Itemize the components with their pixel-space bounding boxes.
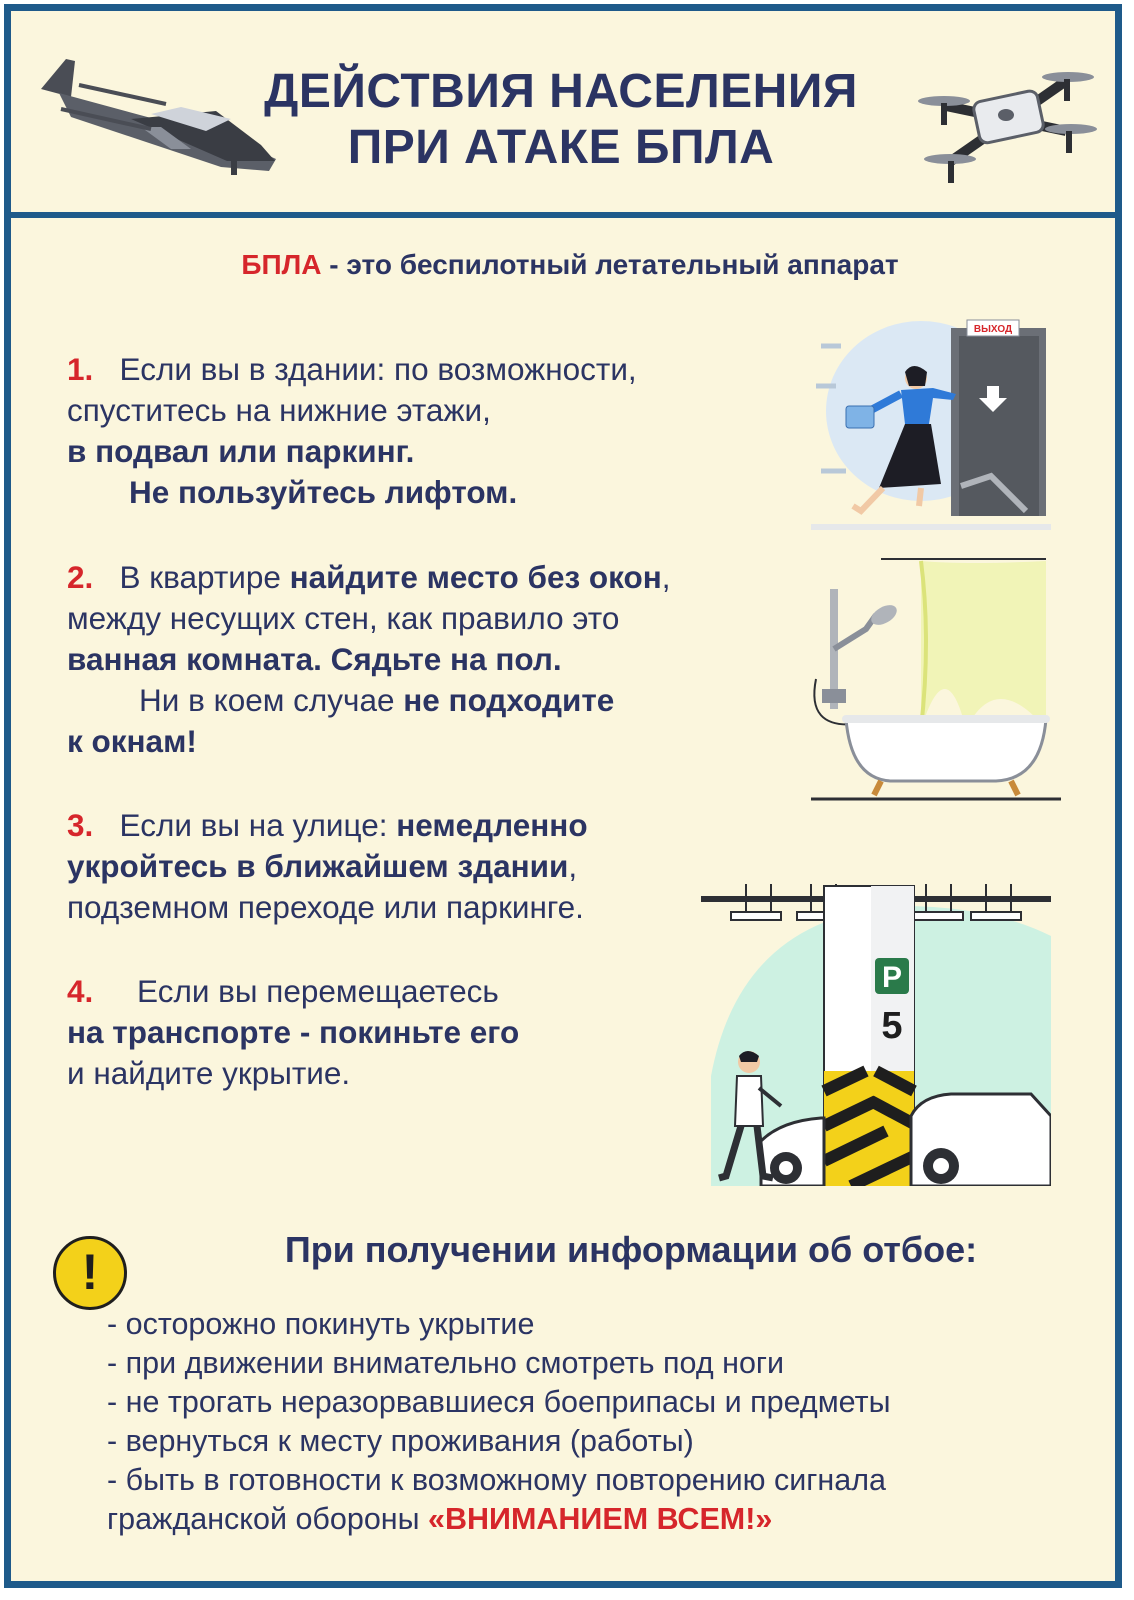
- item-4-line-2: на транспорте - покиньте его: [67, 1014, 520, 1050]
- item-2-line-4b: не подходите: [403, 682, 615, 718]
- alert-signal-text: «ВНИМАНИЕМ ВСЕМ!»: [428, 1502, 773, 1536]
- item-1: [67, 349, 637, 513]
- item-2-line-1c: ,: [661, 559, 671, 595]
- list-item: - при движении внимательно смотреть под ноги: [107, 1346, 785, 1380]
- poster: [4, 4, 1122, 1588]
- item-2-line-1a: В квартире: [119, 559, 290, 595]
- item-3-line-3: подземном переходе или паркинге.: [67, 889, 584, 925]
- item-1-line-4: Не пользуйтесь лифтом.: [129, 474, 518, 510]
- item-1-number: 1.: [67, 351, 94, 387]
- item-3: [67, 805, 588, 928]
- item-3-line-2b: ,: [568, 848, 578, 884]
- definition-text: - это беспилотный летательный аппарат: [321, 249, 899, 280]
- item-4-line-1: Если вы перемещаетесь: [137, 973, 499, 1009]
- item-3-number: 3.: [67, 807, 94, 843]
- item-3-line-1b: немедленно: [396, 807, 588, 843]
- item-2-line-4a: Ни в коем случае: [139, 682, 404, 718]
- bathroom-illustration: [796, 549, 1081, 804]
- item-1-line-3: в подвал или паркинг.: [67, 433, 415, 469]
- item-1-line-1: Если вы в здании: по возможности,: [119, 351, 637, 387]
- exit-door-illustration: [801, 306, 1061, 536]
- exclamation-icon: !: [53, 1236, 127, 1310]
- parking-level: 5: [881, 1005, 903, 1047]
- list-item-last-text: гражданской обороны: [107, 1502, 429, 1536]
- item-4-number: 4.: [67, 973, 94, 1009]
- item-3-line-1a: Если вы на улице:: [119, 807, 397, 843]
- item-2-line-2: между несущих стен, как правило это: [67, 600, 620, 636]
- title-line-2: ПРИ АТАКЕ БПЛА: [347, 121, 775, 174]
- otboi-title: При получении информации об отбое:: [284, 1229, 978, 1270]
- parking-illustration: [701, 866, 1051, 1186]
- item-2-line-3: ванная комната. Сядьте на пол.: [67, 641, 562, 677]
- list-item: - быть в готовности к возможному повторению сигнала: [107, 1463, 886, 1497]
- exit-sign-text: ВЫХОД: [973, 324, 1013, 335]
- item-2-line-5: к окнам!: [67, 723, 197, 759]
- list-item: - не трогать неразорвавшиеся боеприпасы и предметы: [107, 1385, 891, 1419]
- definition-term: БПЛА: [241, 249, 322, 280]
- item-2-number: 2.: [67, 559, 94, 595]
- drone-icon: [906, 51, 1106, 191]
- item-2-line-1b: найдите место без окон: [289, 559, 662, 595]
- parking-letter: P: [881, 961, 903, 994]
- item-3-line-2a: укройтесь в ближайшем здании: [67, 848, 569, 884]
- item-4: [67, 971, 519, 1094]
- title-line-1: ДЕЙСТВИЯ НАСЕЛЕНИЯ: [264, 65, 858, 118]
- list-item: - осторожно покинуть укрытие: [107, 1307, 535, 1341]
- definition: [11, 249, 1122, 281]
- otboi-list: [107, 1305, 1097, 1539]
- header: [11, 11, 1115, 218]
- item-1-line-2: спуститесь на нижние этажи,: [67, 392, 491, 428]
- item-4-line-3: и найдите укрытие.: [67, 1055, 351, 1091]
- item-2: [67, 557, 671, 762]
- list-item: - вернуться к месту проживания (работы): [107, 1424, 694, 1458]
- list-item-last: [107, 1500, 1097, 1539]
